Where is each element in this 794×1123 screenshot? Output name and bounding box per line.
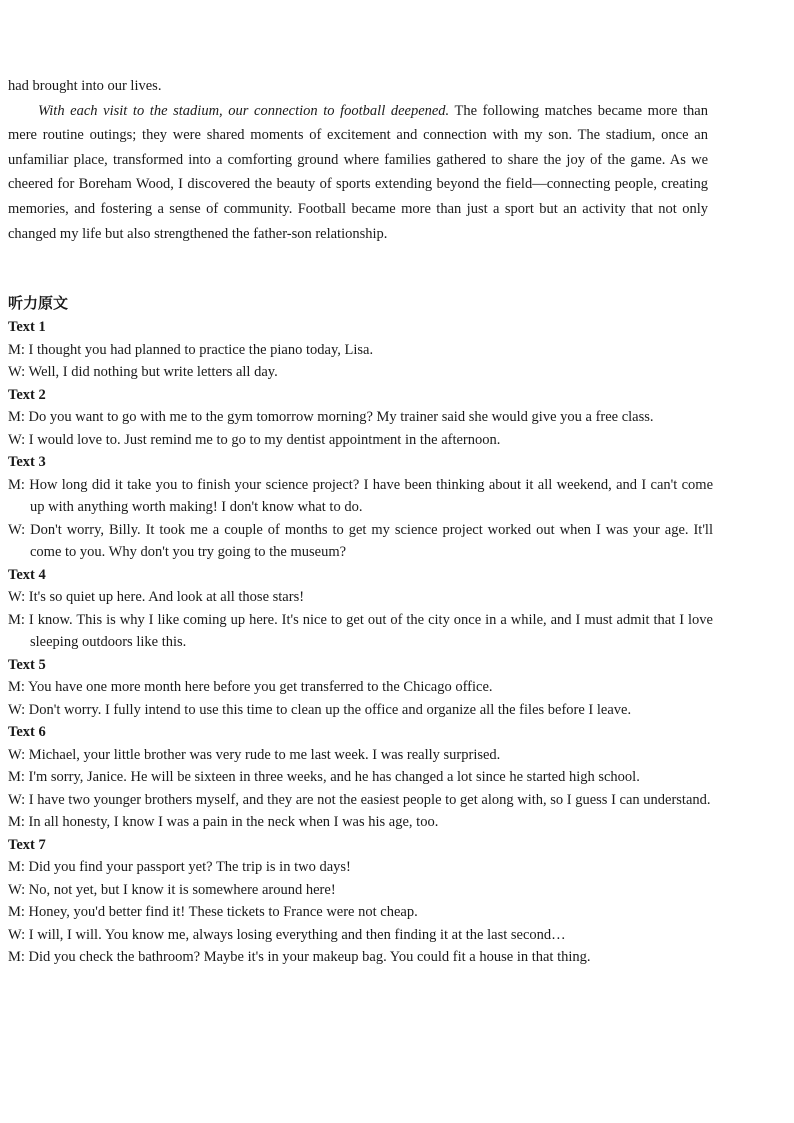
text-label: Text 5 (8, 656, 46, 673)
dialogue-line: M: Honey, you'd better find it! These tickets to France were not cheap. (8, 904, 418, 920)
dialogue-line: M: Did you check the bathroom? Maybe it's in your makeup bag. You could fit a house in that thing. (8, 949, 591, 965)
text-block-2 (8, 384, 713, 452)
essay-section (8, 74, 708, 246)
dialogue-line: M: I'm sorry, Janice. He will be sixteen in three weeks, and he has changed a lot since he started high school. (8, 769, 640, 785)
text-label: Text 4 (8, 566, 46, 583)
dialogue-line: W: It's so quiet up here. And look at all those stars! (8, 589, 305, 605)
paragraph-1-tail: had brought into our lives. (8, 78, 162, 94)
dialogue-line: W: I have two younger brothers myself, and they are not the easiest people to get along with, so I guess I can understand. (8, 791, 711, 808)
dialogue-line: M: I thought you had planned to practice the piano today, Lisa. (8, 341, 374, 358)
dialogue-line: M: Did you find your passport yet? The trip is in two days! (8, 859, 351, 875)
text-block-5 (8, 654, 713, 722)
dialogue-line: W: I would love to. Just remind me to go to my dentist appointment in the afternoon. (8, 431, 501, 448)
dialogue-line: W: Don't worry, Billy. It took me a couple of months to get my science project worked out when I was your age. It'll come to you. Why don't you try going to the museum? (8, 521, 713, 560)
text-label: Text 3 (8, 454, 46, 470)
text-block-3 (8, 451, 713, 564)
paragraph-2-italic-lead: With each visit to the stadium, our connection to football deepened. (38, 102, 450, 119)
text-label: Text 1 (8, 319, 46, 335)
text-block-1 (8, 316, 713, 384)
dialogue-line: M: I know. This is why I like coming up here. It's nice to get out of the city once in a while, and I must admit that I love sleeping outdoors like this. (8, 611, 713, 650)
paragraph-2 (8, 99, 708, 247)
dialogue-line: M: How long did it take you to finish your science project? I have been thinking about it all weekend, and I can't come up with anything worth making! I don't know what to do. (8, 476, 713, 515)
transcript-heading: 听力原文 (8, 294, 69, 312)
text-block-4 (8, 564, 713, 654)
text-block-6 (8, 721, 713, 834)
dialogue-line: W: Well, I did nothing but write letters all day. (8, 364, 278, 380)
text-block-7 (8, 834, 713, 969)
text-label: Text 6 (8, 724, 46, 740)
dialogue-line: W: Michael, your little brother was very rude to me last week. I was really surprised. (8, 746, 501, 763)
dialogue-line: M: Do you want to go with me to the gym tomorrow morning? My trainer said she would give you a free class. (8, 409, 654, 425)
dialogue-line: W: I will, I will. You know me, always losing everything and then finding it at the last second… (8, 926, 566, 943)
dialogue-line: W: No, not yet, but I know it is somewhere around here! (8, 881, 336, 898)
dialogue-line: M: In all honesty, I know I was a pain in the neck when I was his age, too. (8, 814, 439, 830)
text-label: Text 7 (8, 836, 46, 853)
transcript-section (8, 316, 713, 969)
text-label: Text 2 (8, 386, 46, 403)
dialogue-line: M: You have one more month here before you get transferred to the Chicago office. (8, 679, 493, 695)
dialogue-line: W: Don't worry. I fully intend to use this time to clean up the office and organize all the files before I leave. (8, 701, 632, 718)
paragraph-2-body: The following matches became more than mere routine outings; they were shared moments of excitement and connection with my son. The stadium, once an unfamiliar place, transformed into a comforting ground where families gathered to share the joy of the game. As we cheered for Boreham Wood, I discovered the beauty of sports extending beyond the field—connecting people, creating memories, and fostering a sense of community. Football became more than just a sport but an activity that not only changed my life but also strengthened the father-son relationship. (8, 102, 708, 242)
